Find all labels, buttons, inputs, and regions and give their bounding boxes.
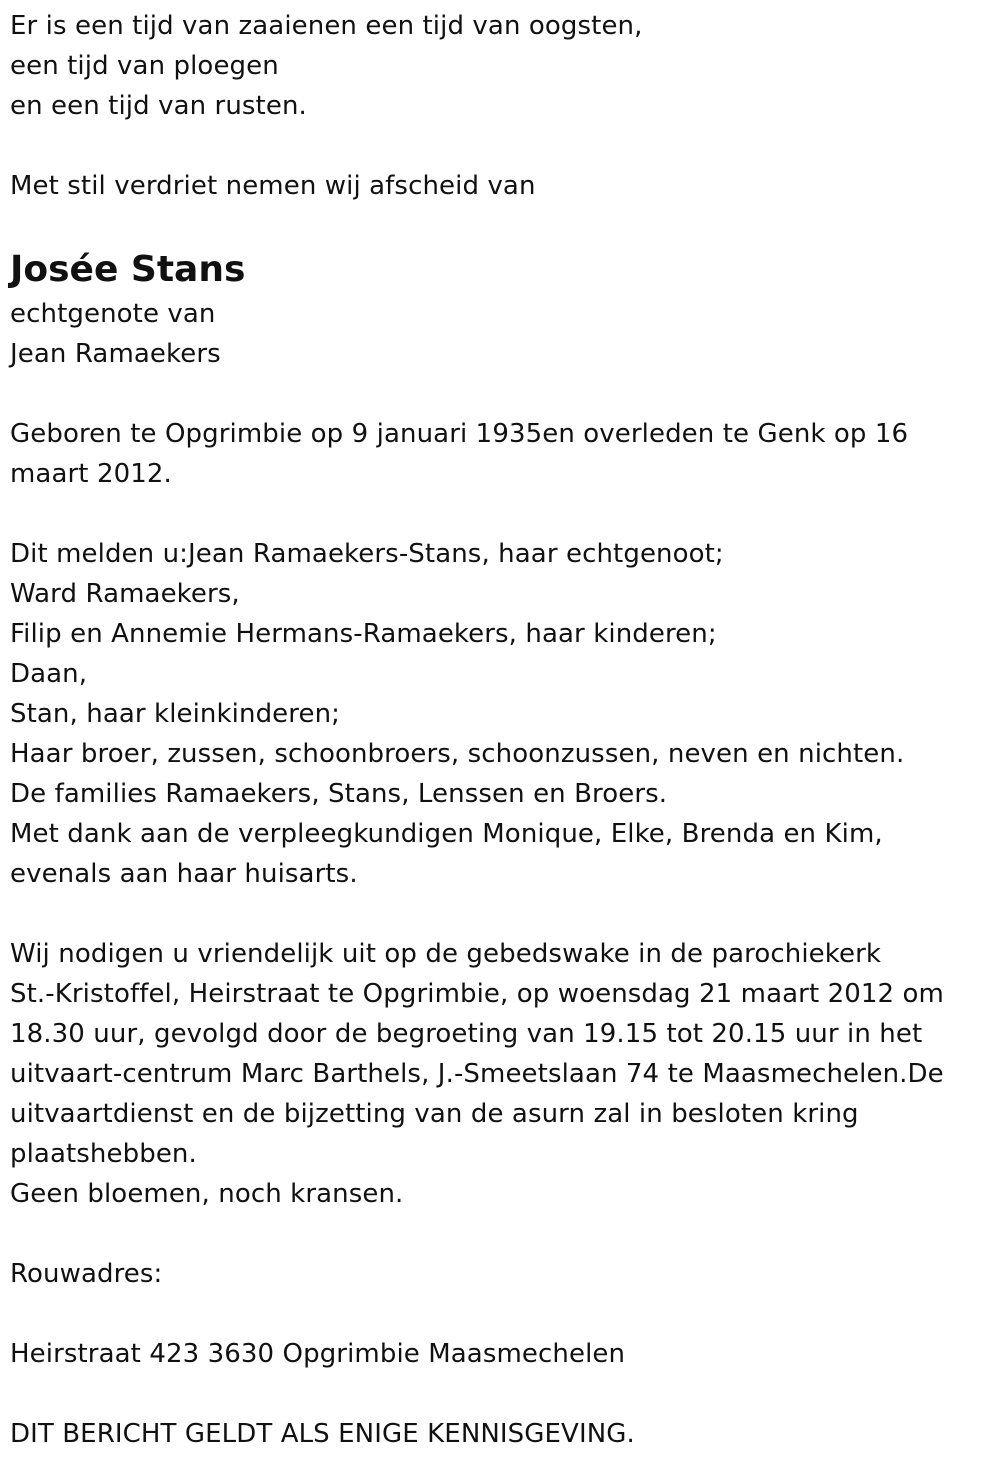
ceremony-line-4: uitvaart-centrum Marc Barthels, J.-Smeetslaan 74 te Maasmechelen.De — [10, 1059, 944, 1089]
family-line-6: Haar broer, zussen, schoonbroers, schoonzussen, neven en nichten. — [10, 739, 905, 769]
intro-text: Met stil verdriet nemen wij afscheid van — [10, 171, 536, 201]
family-line-9: evenals aan haar huisarts. — [10, 859, 358, 889]
verse-line-2: een tijd van ploegen — [10, 51, 279, 81]
spacer — [10, 206, 990, 246]
notice-text: DIT BERICHT GELDT ALS ENIGE KENNISGEVING. — [10, 1419, 635, 1449]
family-line-7: De families Ramaekers, Stans, Lenssen en Broers. — [10, 779, 668, 809]
spacer — [10, 374, 990, 414]
ceremony-line-7: Geen bloemen, noch kransen. — [10, 1179, 404, 1209]
ceremony-line-1: Wij nodigen u vriendelijk uit op de gebedswake in de parochiekerk — [10, 939, 882, 969]
spacer — [10, 1374, 990, 1414]
ceremony-line-5: uitvaartdienst en de bijzetting van de asurn zal in besloten kring — [10, 1099, 859, 1129]
verse-line-1: Er is een tijd van zaaienen een tijd van oogsten, — [10, 11, 643, 41]
ceremony-line-6: plaatshebben. — [10, 1139, 197, 1169]
family-line-1: Dit melden u:Jean Ramaekers-Stans, haar echtgenoot; — [10, 539, 724, 569]
family-line-5: Stan, haar kleinkinderen; — [10, 699, 341, 729]
relation-line-1: echtgenote van — [10, 299, 216, 329]
family-line-8: Met dank aan de verpleegkundigen Monique, Elke, Brenda en Kim, — [10, 819, 883, 849]
spacer — [10, 1214, 990, 1254]
ceremony-line-3: 18.30 uur, gevolgd door de begroeting van 19.15 tot 20.15 uur in het — [10, 1019, 923, 1049]
verse-line-3: en een tijd van rusten. — [10, 91, 307, 121]
family-line-4: Daan, — [10, 659, 88, 689]
spacer — [10, 894, 990, 934]
address-text: Heirstraat 423 3630 Opgrimbie Maasmechelen — [10, 1339, 626, 1369]
family-line-2: Ward Ramaekers, — [10, 579, 240, 609]
birth-death-line-2: maart 2012. — [10, 459, 172, 489]
relation-line-2: Jean Ramaekers — [10, 339, 221, 369]
family-line-3: Filip en Annemie Hermans-Ramaekers, haar kinderen; — [10, 619, 717, 649]
spacer — [10, 126, 990, 166]
ceremony-line-2: St.-Kristoffel, Heirstraat te Opgrimbie, op woensdag 21 maart 2012 om — [10, 979, 944, 1009]
deceased-name: Josée Stans — [10, 249, 246, 290]
address-label: Rouwadres: — [10, 1259, 163, 1289]
spacer — [10, 494, 990, 534]
birth-death-line-1: Geboren te Opgrimbie op 9 januari 1935en overleden te Genk op 16 — [10, 419, 909, 449]
spacer — [10, 1294, 990, 1334]
